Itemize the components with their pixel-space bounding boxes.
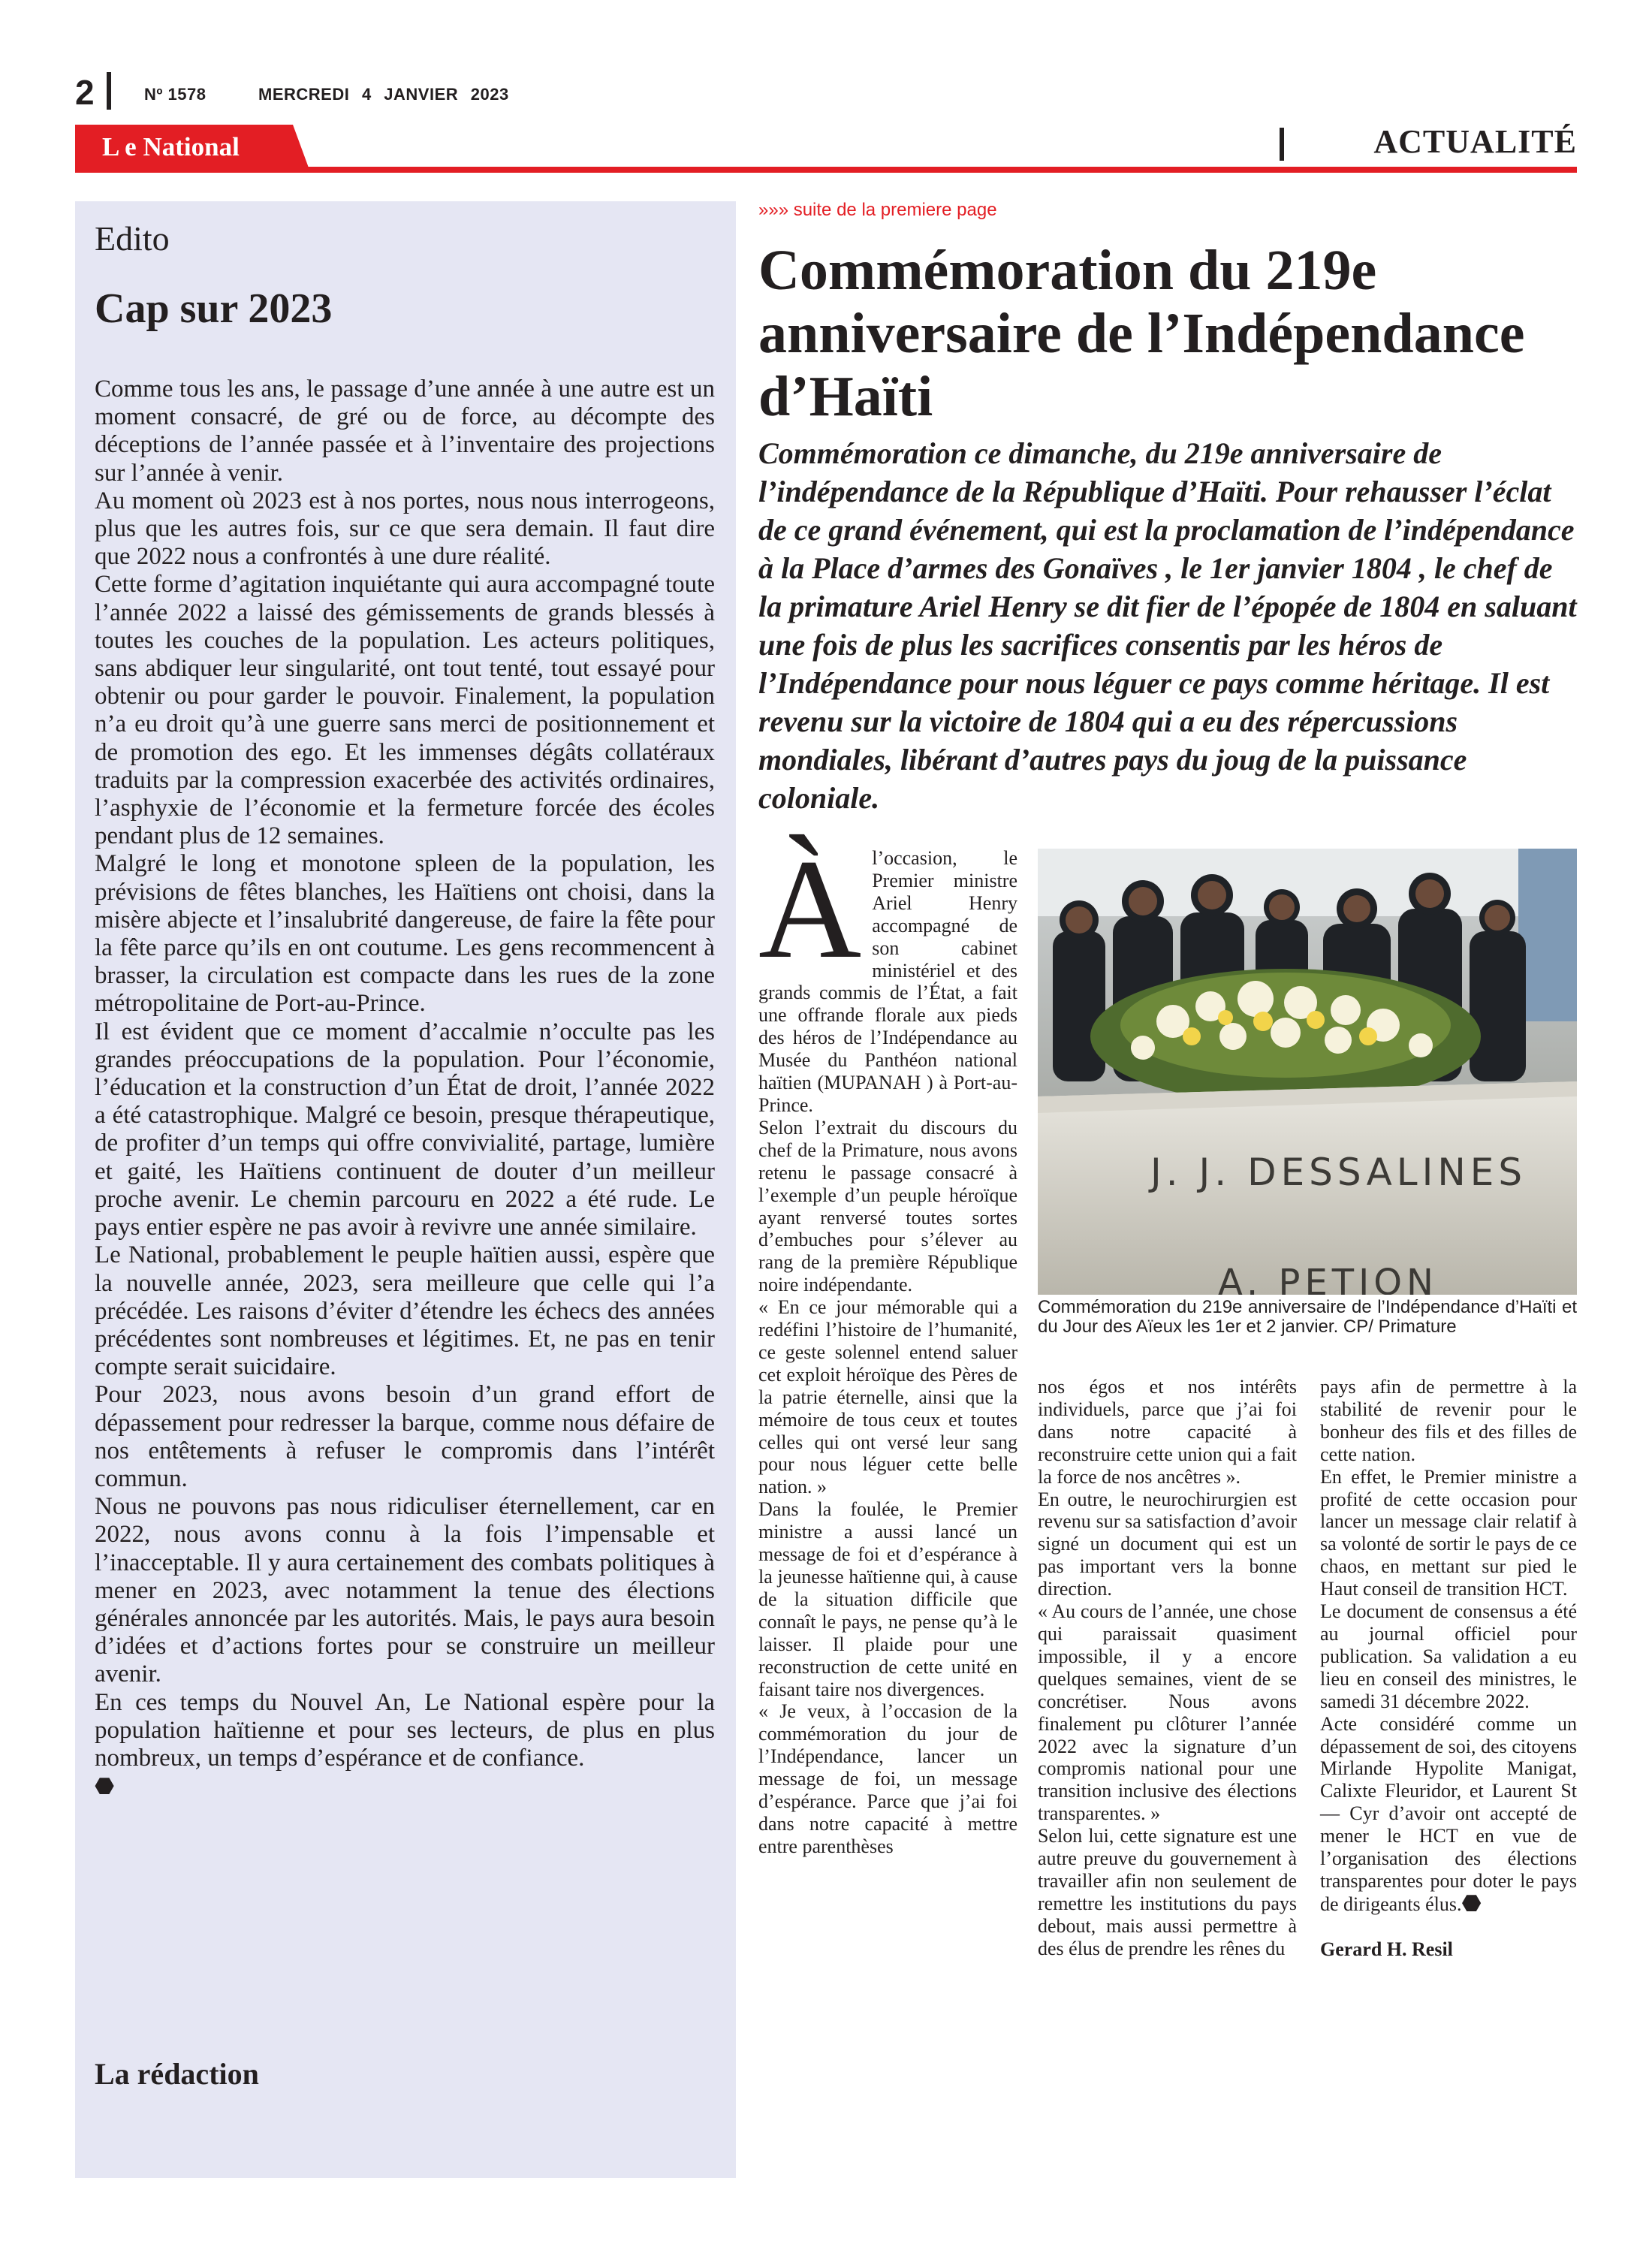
edito-signature: La rédaction: [95, 2057, 259, 2091]
page-number: 2: [75, 73, 95, 112]
article-paragraph: Selon l’extrait du discours du chef de la Primature, nous avons retenu le passage consacré à l’exemple d’un peuple héroïque ayant renversé toutes sortes d’embuches pour s’élever au rang de la première République noire indépendante.: [758, 1116, 1017, 1296]
article-paragraph: nos égos et nos intérêts individuels, parce que j’ai foi dans notre capacité à reconstruire cette union qui a fait la force de nos ancêtres ».: [1038, 1376, 1297, 1488]
photo-caption: Commémoration du 219e anniversaire de l’Indépendance d’Haïti et du Jour des Aïeux les 1er et 2 janvier. CP/ Primature: [1038, 1297, 1577, 1337]
article-photo: [1038, 849, 1577, 1295]
edito-paragraph: Pour 2023, nous avons besoin d’un grand effort de dépassement pour redresser la barque, comme nous défaire de nos entêtements à refuser le compromis dans l’intérêt commun.: [95, 1381, 715, 1492]
edito-paragraph: Au moment où 2023 est à nos portes, nous nous interrogeons, plus que les autres fois, sur ce que sera demain. Il faut dire que 2022 nous a confrontés à une dure réalité.: [95, 487, 715, 571]
article-paragraph: Acte considéré comme un dépassement de soi, des citoyens Mirlande Hypolite Manigat, Calixte Fleuridor, et Laurent St — Cyr d’avoir ont accepté de mener le HCT en vue de l’organisation des élections transparentes pour doter le pays de dirigeants élus.: [1320, 1712, 1577, 1915]
edito-paragraph: Le National, probablement le peuple haïtien aussi, espère que la nouvelle année, 2023, sera meilleure que celle qui l’a précédée. Les raisons d’éviter d’étendre les échecs des années précédentes sont nombreuses et légitimes. Et, ne pas en tenir compte serait suicidaire.: [95, 1241, 715, 1381]
edito-column: [75, 201, 736, 2178]
article-paragraph: En effet, le Premier ministre a profité de cette occasion pour lancer un message clair relatif à sa volonté de sortir le pays de ce chaos, en mettant sur pied le Haut conseil de transition HCT.: [1320, 1465, 1577, 1600]
edito-paragraph: Malgré le long et monotone spleen de la population, les prévisions de fêtes blanches, les Haïtiens ont choisi, dans la misère abjecte et l’insalubrité dangereuse, de faire la fête pour la fête parce qu’ils en ont coutume. Les gens recommencent à brasser, la circulation est compacte dans les rues de la zone métropolitaine de Port-au-Prince.: [95, 850, 715, 1018]
article-paragraph: « Au cours de l’année, une chose qui paraissait quasiment impossible, il y a encore quelques semaines, vient de se concrétiser. Nous avons finalement pu clôturer l’année 2022 avec la signature d’un compromis national pour une transition inclusive des élections transparentes. »: [1038, 1600, 1297, 1825]
article-paragraph: « Je veux, à l’occasion de la commémoration du jour de l’Indépendance, lancer un message de foi, un message d’espérance. Parce que j’ai foi dans notre capacité à mettre entre parenthèses: [758, 1700, 1017, 1857]
article-paragraph: Le document de consensus a été au journal officiel pour publication. Sa validation a eu lieu en conseil des ministres, le samedi 31 décembre 2022.: [1320, 1600, 1577, 1712]
edito-paragraph: Cette forme d’agitation inquiétante qui aura accompagné toute l’année 2022 a laissé des gémissements de grands blessés à toutes les couches de la population. Les acteurs politiques, sans abdiquer leur singularité, ont tout tenté, tout essayé pour obtenir ou pour garder le pouvoir. Finalement, la population n’a eu droit qu’à une guerre sans merci de positionnement et de promotion des ego. Et les immenses dégâts collatéraux traduits par la compression exacerbée des activités ordinaires, l’asphyxie de l’économie et la fermeture forcée des écoles pendant plus de 12 semaines.: [95, 571, 715, 850]
section-title: ACTUALITÉ: [1373, 123, 1577, 160]
page-number-divider: [107, 72, 111, 110]
article-column-1: [758, 831, 1017, 1858]
edito-body: [95, 376, 715, 1800]
brand-name: L e National: [102, 132, 240, 161]
issue-number: Nº 1578: [144, 85, 206, 104]
article-paragraph: « En ce jour mémorable qui a redéfini l’histoire de l’humanité, ce geste solennel entend saluer cet exploit héroïque des Pères de la patrie éternelle, ainsi que la mémoire de tous ceux et toutes celles qui ont versé leur sang pour nous léguer cette belle nation. »: [758, 1296, 1017, 1498]
article-kicker: »»» suite de la premiere page: [758, 200, 997, 220]
section-divider: [1280, 128, 1284, 161]
end-mark-icon: ⬣: [95, 1774, 115, 1799]
tomb-inscription-2: A. PETION: [1218, 1262, 1438, 1295]
article-paragraph: Selon lui, cette signature est une autre preuve du gouvernement à travailler afin non seulement de remettre les institutions du pays debout, mais aussi permettre à des élus de prendre les rênes du: [1038, 1825, 1297, 1959]
tomb-inscription-1: J. J. DESSALINES: [1150, 1151, 1527, 1194]
article-lead: Commémoration ce dimanche, du 219e anniversaire de l’indépendance de la République d’Haïti. Pour rehausser l’éclat de ce grand événement, qui est la proclamation de l’indépendance à la Place d’armes des Gonaïves , le 1er janvier 1804 , le chef de la primature Ariel Henry se dit fier de l’épopée de 1804 en saluant une fois de plus les sacrifices consentis par les héros de l’Indépendance pour nous léguer ce pays comme héritage. Il est revenu sur la victoire de 1804 qui a eu des répercussions mondiales, libérant d’autres pays du joug de la puissance coloniale.: [758, 436, 1577, 815]
article-paragraph: pays afin de permettre à la stabilité de revenir pour le bonheur des fils et des filles de cette nation.: [1320, 1376, 1577, 1465]
article-paragraph: En outre, le neurochirurgien est revenu sur sa satisfaction d’avoir signé un document qui est un pas important vers la bonne direction.: [1038, 1488, 1297, 1600]
article-signature: Gerard H. Resil: [1320, 1938, 1453, 1960]
article-paragraph: l’occasion, le Premier ministre Ariel Henry accompagné de son cabinet ministériel et des grands commis de l’État, a fait une offrande florale aux pieds des héros de l’Indépendance au Musée du Panthéon national haïtien (MUPANAH ) à Port-au-Prince.: [758, 847, 1017, 1116]
article-paragraph: Dans la foulée, le Premier ministre a aussi lancé un message de foi et d’espérance à la jeunesse haïtienne qui, à cause de la situation difficile que connaît le pays, ne pense qu’à le laisser. Il plaide pour une reconstruction de cette unité en faisant taire nos divergences.: [758, 1498, 1017, 1700]
issue-date: MERCREDI 4 JANVIER 2023: [258, 85, 509, 104]
edito-paragraph: Il est évident que ce moment d’accalmie n’occulte pas les grandes préoccupations de la population. Pour l’économie, l’éducation et la construction d’un État de droit, l’année 2022 a été catastrophique. Malgré ce besoin, presque thérapeutique, de profiter d’un temps qui offre convivialité, partage, lumière et gaité, les Haïtiens continuent de douter d’un meilleur proche avenir. Le chemin parcouru en 2022 a été rude. Le pays entier espère ne pas avoir à revivre une année similaire.: [95, 1018, 715, 1241]
article-column-2: [1038, 1376, 1297, 1960]
edito-paragraph: En ces temps du Nouvel An, Le National espère pour la population haïtienne et pour ses lecteurs, de plus en plus nombreux, un temps d’espérance et de confiance.: [95, 1688, 715, 1772]
end-mark-icon: ⬣: [1461, 1890, 1482, 1916]
edito-paragraph: Comme tous les ans, le passage d’une année à une autre est un moment consacré, de gré ou de force, au décompte des déceptions de l’année passée et à l’inventaire des projections sur l’année à venir.: [95, 376, 715, 487]
edito-paragraph: Nous ne pouvons pas nous ridiculiser éternellement, car en 2022, nous avons connu à la fois l’impensable et l’inacceptable. Il y aura certainement des combats politiques à mener en 2023, avec notamment la tenue des élections générales annoncée par les autorités. Mais, le pays aura besoin d’idées et d’actions fortes pour se construire un meilleur avenir.: [95, 1493, 715, 1688]
edito-label: Edito: [95, 219, 170, 258]
drop-cap: À: [758, 831, 862, 988]
article-column-3: [1320, 1376, 1577, 1961]
article-headline: Commémoration du 219e anniversaire de l’Indépendance d’Haïti: [758, 239, 1525, 428]
edito-title: Cap sur 2023: [95, 285, 333, 332]
